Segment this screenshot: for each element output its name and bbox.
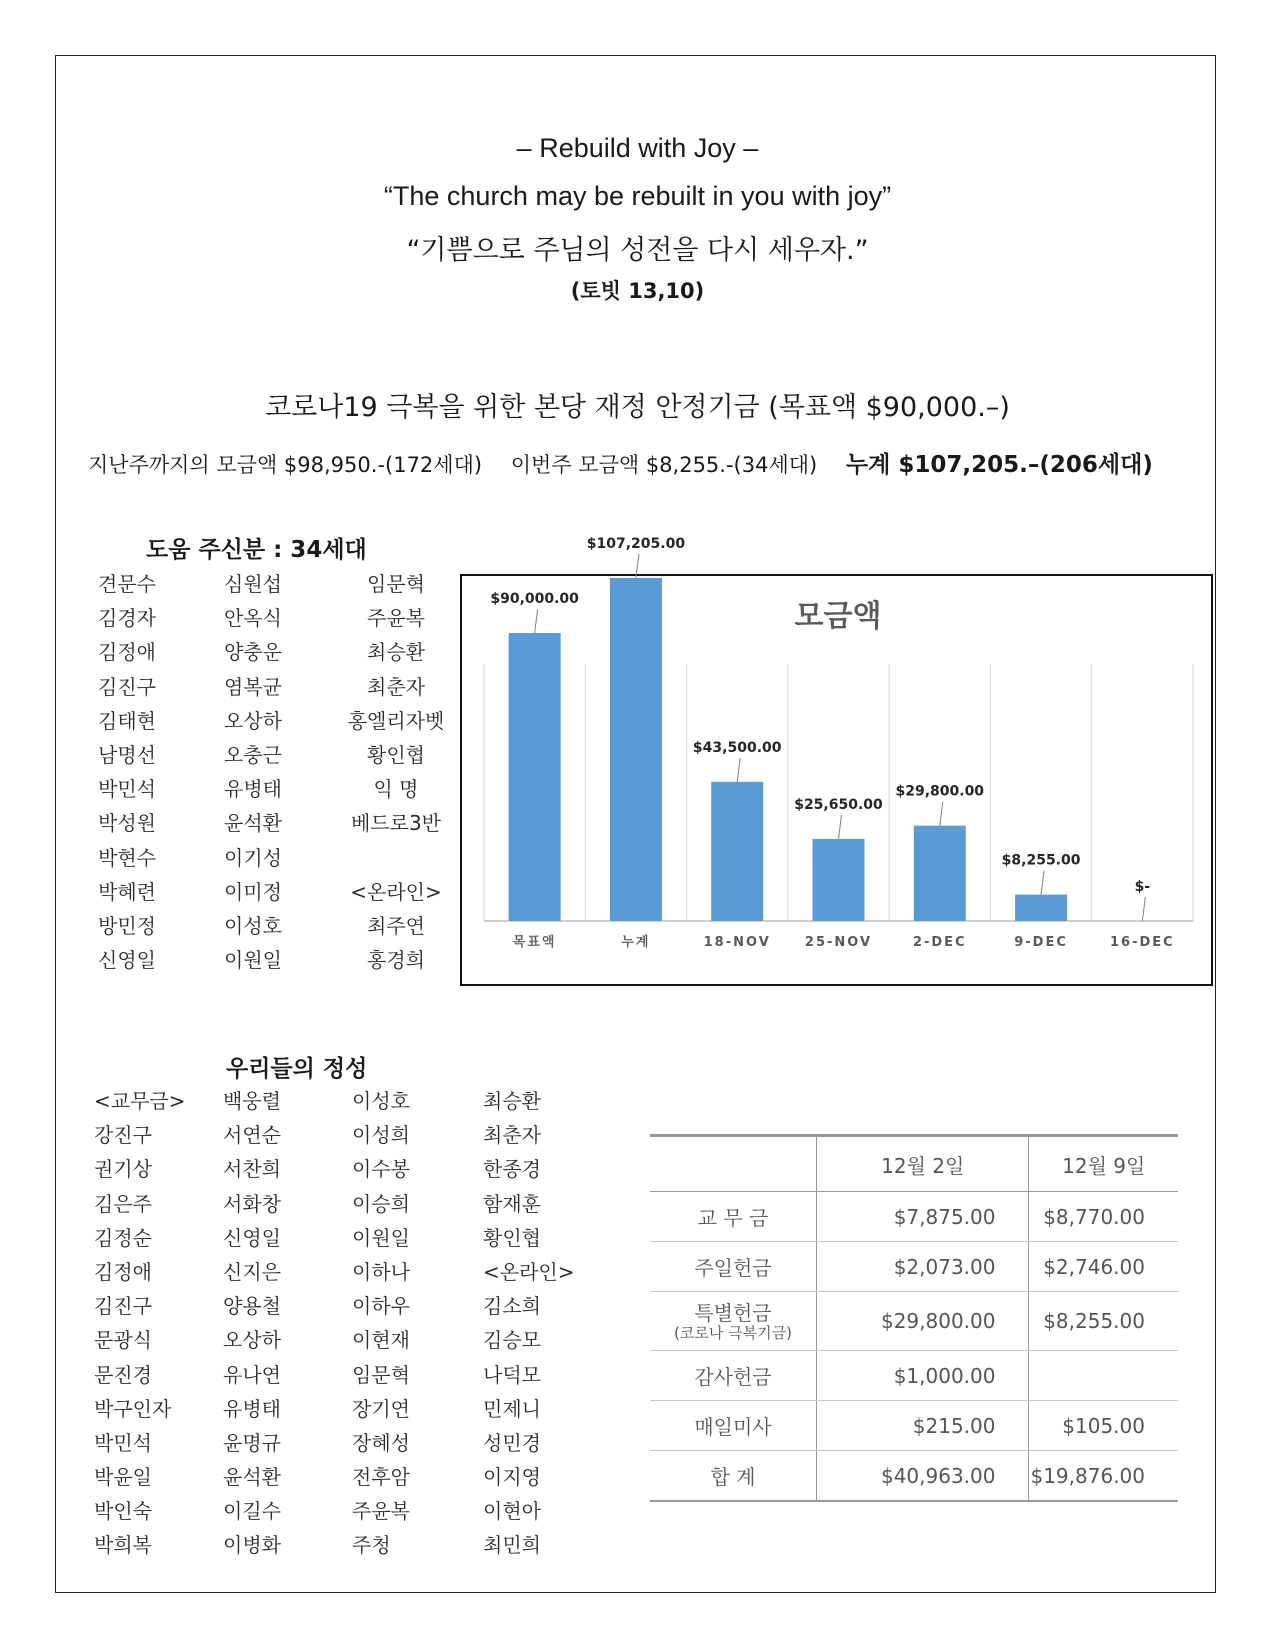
offering-name: 최춘자 xyxy=(483,1123,541,1148)
donor-name: 견문수 xyxy=(98,572,156,596)
donor-name: 유병태 xyxy=(224,777,282,802)
offering-name: 김승모 xyxy=(483,1328,541,1353)
offering-name: 서화창 xyxy=(223,1191,281,1216)
offering-name: 윤명규 xyxy=(223,1430,281,1455)
offering-name: 나덕모 xyxy=(483,1362,541,1387)
table-header-cell xyxy=(650,1136,816,1192)
amount-dec9: $105.00 xyxy=(1029,1401,1178,1451)
donor-name: 최주연 xyxy=(367,913,425,938)
row-label: 주일헌금 xyxy=(650,1242,816,1292)
donor-name: 방민정 xyxy=(98,913,156,938)
donor-name: 안옥식 xyxy=(224,606,282,631)
chart-data-label: $8,255.00 xyxy=(1001,852,1081,869)
offering-name: 이하나 xyxy=(352,1259,410,1284)
chart-tick-label: 2-DEC xyxy=(912,935,967,950)
motto-korean: “기쁨으로 주님의 성전을 다시 세우자.” xyxy=(406,235,869,266)
table-row xyxy=(650,1401,1178,1451)
offerings-title: 우리들의 정성 xyxy=(226,1056,368,1082)
chart-tick-label: 9-DEC xyxy=(1014,935,1068,950)
offering-name: 신영일 xyxy=(223,1225,281,1250)
amount-dec2: $215.00 xyxy=(816,1401,1029,1451)
row-label: 특별헌금 xyxy=(694,1301,772,1325)
chart-tick-label: 25-NOV xyxy=(804,935,873,950)
offering-name: 이지영 xyxy=(483,1465,541,1490)
table-header-row xyxy=(650,1136,1178,1192)
offering-name: 주청 xyxy=(352,1533,391,1558)
donor-name: 김정애 xyxy=(98,640,156,665)
chart-bar xyxy=(711,782,763,921)
row-label: 합 계 xyxy=(650,1451,816,1502)
fund-last-week: 지난주까지의 모금액 $98,950.-(172세대) xyxy=(88,453,483,477)
amount-dec9: $8,255.00 xyxy=(1029,1292,1178,1351)
amount-dec2: $2,073.00 xyxy=(816,1242,1029,1292)
donor-name: 염복균 xyxy=(224,674,282,699)
row-label: 감사헌금 xyxy=(650,1351,816,1401)
offering-name: 이현아 xyxy=(483,1499,541,1524)
table-header-cell: 12월 2일 xyxy=(816,1136,1029,1192)
offering-table xyxy=(650,1134,1178,1502)
offering-name: 이성희 xyxy=(352,1123,410,1148)
donor-name: 이원일 xyxy=(224,948,282,973)
chart-data-label: $90,000.00 xyxy=(490,591,579,607)
donor-name: <온라인> xyxy=(350,879,442,904)
offering-name: 이병화 xyxy=(223,1533,281,1558)
offering-name: <교무금> xyxy=(94,1089,186,1113)
fund-title: 코로나19 극복을 위한 본당 재정 안정기금 (목표액 $90,000.–) xyxy=(265,392,1010,423)
offering-name: 이성호 xyxy=(352,1089,410,1113)
donor-name: 주윤복 xyxy=(367,606,425,631)
donor-name: 김경자 xyxy=(98,606,156,631)
chart-data-label: $- xyxy=(1134,879,1151,895)
offering-name: 황인협 xyxy=(483,1225,541,1250)
offering-name: 박윤일 xyxy=(94,1465,152,1490)
offering-name: 유나연 xyxy=(223,1362,281,1387)
offering-name: 박민석 xyxy=(94,1430,152,1455)
offering-name: 민제니 xyxy=(483,1396,541,1421)
offering-name: 이승희 xyxy=(352,1191,410,1216)
donor-name: 박현수 xyxy=(98,845,156,870)
donor-name: 양충운 xyxy=(224,640,282,665)
chart-data-label: $43,500.00 xyxy=(692,739,782,756)
chart-svg xyxy=(462,535,1215,988)
chart-bar xyxy=(813,839,865,921)
offering-name: 최승환 xyxy=(483,1089,541,1113)
row-label: 교 무 금 xyxy=(650,1192,816,1242)
donor-name: 이미정 xyxy=(224,879,282,904)
table-row xyxy=(650,1242,1178,1292)
offering-name: 최민희 xyxy=(483,1533,541,1558)
table-header-cell: 12월 9일 xyxy=(1029,1136,1178,1192)
offering-name: 문광식 xyxy=(94,1328,152,1353)
offering-name: 성민경 xyxy=(483,1430,541,1455)
motto-title: – Rebuild with Joy – xyxy=(516,133,759,163)
row-label-cell xyxy=(650,1292,816,1351)
offering-name: 김소희 xyxy=(483,1294,541,1319)
offering-name: <온라인> xyxy=(483,1259,575,1284)
amount-dec9: $19,876.00 xyxy=(1029,1451,1178,1502)
fund-summary xyxy=(88,446,1208,479)
offering-name: 김은주 xyxy=(94,1191,152,1216)
fundraising-chart xyxy=(460,535,1213,986)
chart-data-label: $29,800.00 xyxy=(895,783,985,800)
chart-tick-label: 16-DEC xyxy=(1110,935,1175,950)
amount-dec9: $8,770.00 xyxy=(1029,1192,1178,1242)
table-row xyxy=(650,1192,1178,1242)
offering-name: 이수봉 xyxy=(352,1157,410,1182)
offering-name: 박구인자 xyxy=(94,1396,172,1421)
chart-data-label: $107,205.00 xyxy=(586,535,686,552)
offering-name: 김진구 xyxy=(94,1294,152,1319)
offering-name: 전후암 xyxy=(352,1465,410,1490)
offering-name: 백웅렬 xyxy=(223,1089,281,1113)
donor-name: 익 명 xyxy=(373,777,419,802)
donor-name: 박민석 xyxy=(98,777,156,802)
fund-total: 누계 $107,205.–(206세대) xyxy=(845,452,1153,478)
offering-column xyxy=(94,1084,185,1563)
offering-name: 서연순 xyxy=(223,1123,281,1148)
donor-name: 임문혁 xyxy=(367,572,425,596)
offering-name: 신지은 xyxy=(223,1259,281,1284)
donor-name: 김태현 xyxy=(98,708,156,733)
chart-label-leader xyxy=(1142,897,1145,921)
chart-tick-label: 목표액 xyxy=(512,935,557,950)
donor-name: 홍엘리자벳 xyxy=(347,708,445,733)
offering-name: 강진구 xyxy=(94,1123,152,1148)
donor-name: 이기성 xyxy=(224,845,282,870)
donor-name: 박성원 xyxy=(98,811,156,836)
offering-name: 임문혁 xyxy=(352,1362,410,1387)
row-label: 매일미사 xyxy=(650,1401,816,1451)
table-row xyxy=(650,1451,1178,1502)
chart-data-label: $25,650.00 xyxy=(794,796,883,813)
offering-column xyxy=(483,1084,574,1563)
chart-tick-label: 누계 xyxy=(621,935,651,950)
offering-name: 이원일 xyxy=(352,1225,410,1250)
donor-name: 남명선 xyxy=(98,742,156,767)
chart-label-leader xyxy=(737,758,740,782)
donor-column xyxy=(224,567,282,977)
offering-name: 문진경 xyxy=(94,1362,152,1387)
chart-bar xyxy=(610,578,662,921)
offering-name: 서찬희 xyxy=(223,1157,281,1182)
motto-english: “The church may be rebuilt in you with joy” xyxy=(383,181,892,211)
offering-name: 박인숙 xyxy=(94,1499,152,1524)
donor-name: 오상하 xyxy=(224,708,282,733)
chart-bar xyxy=(509,633,561,921)
offering-name: 장기연 xyxy=(352,1396,410,1421)
chart-label-leader xyxy=(839,815,842,839)
donor-column xyxy=(98,567,156,977)
offering-name: 이길수 xyxy=(223,1499,281,1524)
offering-column xyxy=(223,1084,281,1563)
amount-dec2: $1,000.00 xyxy=(816,1351,1029,1401)
offering-name: 유병태 xyxy=(223,1396,281,1421)
donor-name: 베드로3반 xyxy=(350,811,441,836)
donor-name: 최춘자 xyxy=(367,674,425,699)
chart-title: 모금액 xyxy=(794,599,882,634)
row-sublabel: (코로나 극복기금) xyxy=(674,1324,792,1342)
offering-column xyxy=(352,1084,410,1563)
chart-tick-label: 18-NOV xyxy=(703,935,771,950)
donor-name: 심원섭 xyxy=(224,572,282,596)
donor-name: 오충근 xyxy=(224,742,282,767)
donor-name: 최승환 xyxy=(367,640,425,665)
chart-label-leader xyxy=(1041,871,1044,895)
donor-name: 이성호 xyxy=(224,913,282,938)
offering-name: 박희복 xyxy=(94,1533,152,1558)
offering-name: 이하우 xyxy=(352,1294,410,1319)
offering-name: 주윤복 xyxy=(352,1499,410,1524)
amount-dec2: $29,800.00 xyxy=(816,1292,1029,1351)
amount-dec9: $2,746.00 xyxy=(1029,1242,1178,1292)
donor-name: 홍경희 xyxy=(367,948,425,973)
offering-name: 양용철 xyxy=(223,1294,281,1319)
chart-bar xyxy=(1015,895,1067,921)
chart-label-leader xyxy=(535,609,538,633)
offering-name: 윤석환 xyxy=(223,1465,281,1490)
scripture-citation: (토빗 13,10) xyxy=(570,279,705,303)
table-row xyxy=(650,1351,1178,1401)
offering-name: 권기상 xyxy=(94,1157,152,1182)
amount-dec2: $40,963.00 xyxy=(816,1451,1029,1502)
chart-label-leader xyxy=(940,802,943,826)
offering-name: 김정애 xyxy=(94,1259,152,1284)
donor-name: 김진구 xyxy=(98,674,156,699)
chart-bar xyxy=(914,826,966,921)
donor-name: 박혜련 xyxy=(98,879,156,904)
table-row xyxy=(650,1292,1178,1351)
fund-this-week: 이번주 모금액 $8,255.-(34세대) xyxy=(510,453,818,477)
donors-title: 도움 주신분 : 34세대 xyxy=(146,537,367,563)
donor-name: 신영일 xyxy=(98,948,156,973)
offering-name: 이현재 xyxy=(352,1328,410,1353)
donor-name xyxy=(336,841,456,875)
amount-dec9 xyxy=(1029,1351,1178,1401)
offering-name: 김정순 xyxy=(94,1225,152,1250)
offering-name: 장혜성 xyxy=(352,1430,410,1455)
amount-dec2: $7,875.00 xyxy=(816,1192,1029,1242)
donor-name: 황인협 xyxy=(367,742,425,767)
donor-column xyxy=(336,567,456,977)
offering-name: 오상하 xyxy=(223,1328,281,1353)
offering-name: 한종경 xyxy=(483,1157,541,1182)
offering-name: 함재훈 xyxy=(483,1191,541,1216)
donor-name: 윤석환 xyxy=(224,811,282,836)
